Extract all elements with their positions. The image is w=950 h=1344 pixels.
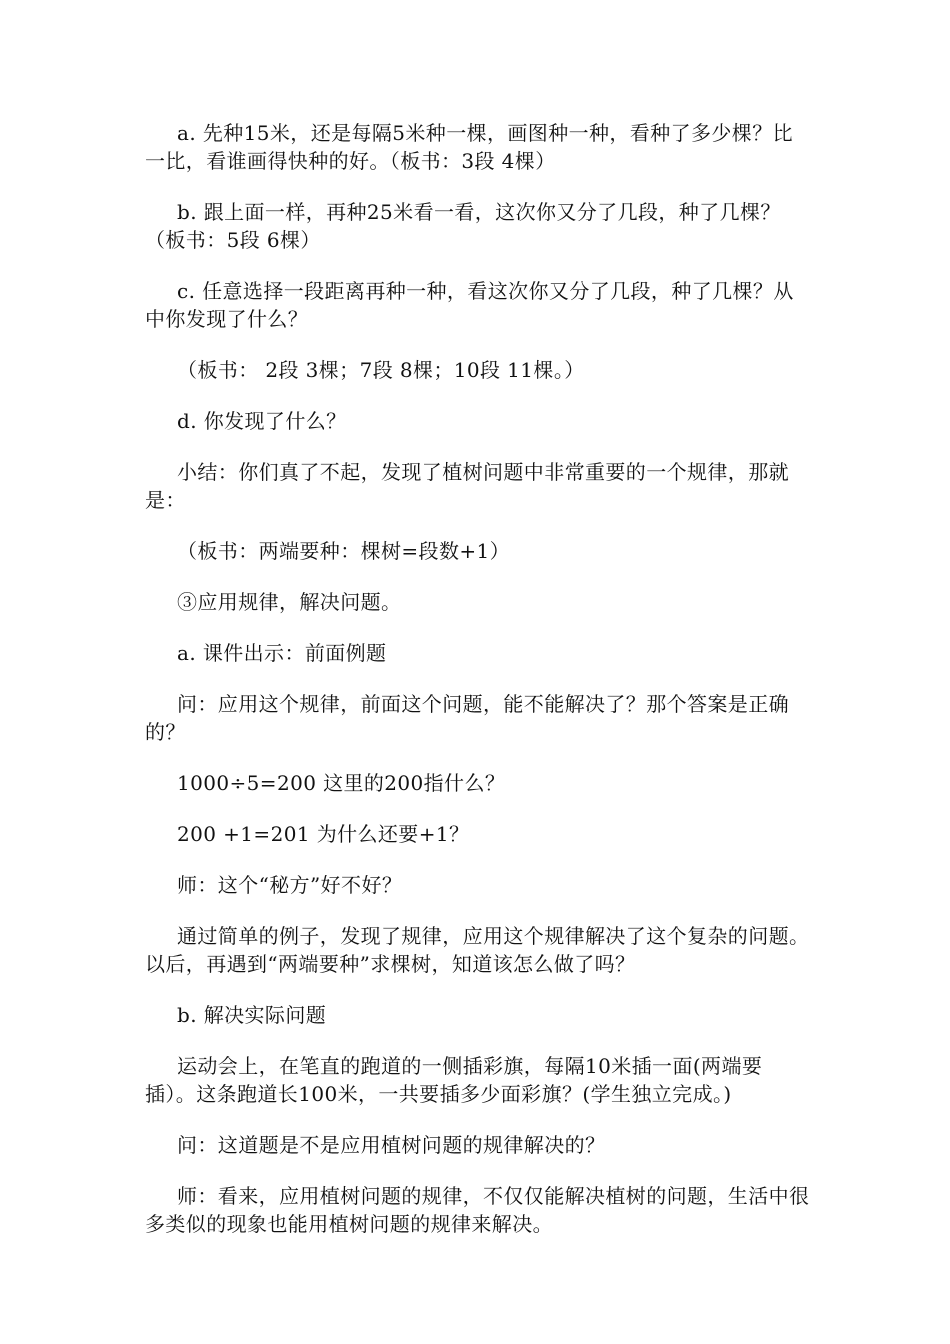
paragraph-equation-2: 200 +1=201 为什么还要+1？ (177, 822, 470, 846)
paragraph-step-b: b. 跟上面一样，再种25米看一看，这次你又分了几段，种了几棵？（板书：5段 6棵） (145, 200, 781, 252)
paragraph-summary: 小结：你们真了不起，发现了植树问题中非常重要的一个规律，那就是： (145, 460, 789, 512)
paragraph-equation-1: 1000÷5=200 这里的200指什么？ (177, 771, 506, 795)
paragraph-teacher-2: 师：看来，应用植树问题的规律，不仅仅能解决植树的问题，生活中很多类似的现象也能用植树问题的规律来解决。 (145, 1184, 810, 1236)
paragraph-flag-problem: 运动会上，在笔直的跑道的一侧插彩旗，每隔10米插一面(两端要插）。这条跑道长100米，一共要插多少面彩旗？(学生独立完成。) (145, 1054, 763, 1106)
paragraph-step-d: d. 你发现了什么？ (177, 409, 347, 433)
paragraph-apply-rule-heading: ③应用规律，解决问题。 (177, 590, 402, 614)
paragraph-step-a: a. 先种15米，还是每隔5米种一棵，画图种一种，看种了多少棵？比一比，看谁画得快种的好。（板书：3段 4棵） (145, 121, 794, 173)
paragraph-question-2: 问：这道题是不是应用植树问题的规律解决的？ (177, 1133, 606, 1157)
paragraph-courseware: a. 课件出示：前面例题 (177, 641, 387, 665)
document-body (145, 119, 813, 1261)
paragraph-question-1: 问：应用这个规律，前面这个问题，能不能解决了？那个答案是正确的？ (145, 692, 789, 744)
paragraph-board-note-1: （板书： 2段 3棵；7段 8棵；10段 11棵。） (177, 358, 585, 382)
paragraph-teacher-1: 师：这个“秘方”好不好？ (177, 873, 403, 897)
paragraph-board-note-2: （板书：两端要种：棵树=段数+1） (177, 539, 511, 563)
paragraph-practical-heading: b. 解决实际问题 (177, 1003, 327, 1027)
paragraph-conclusion: 通过简单的例子，发现了规律，应用这个规律解决了这个复杂的问题。以后，再遇到“两端要种”求棵树，知道该怎么做了吗？ (145, 924, 810, 976)
paragraph-step-c: c. 任意选择一段距离再种一种，看这次你又分了几段，种了几棵？从中你发现了什么？ (145, 279, 794, 331)
